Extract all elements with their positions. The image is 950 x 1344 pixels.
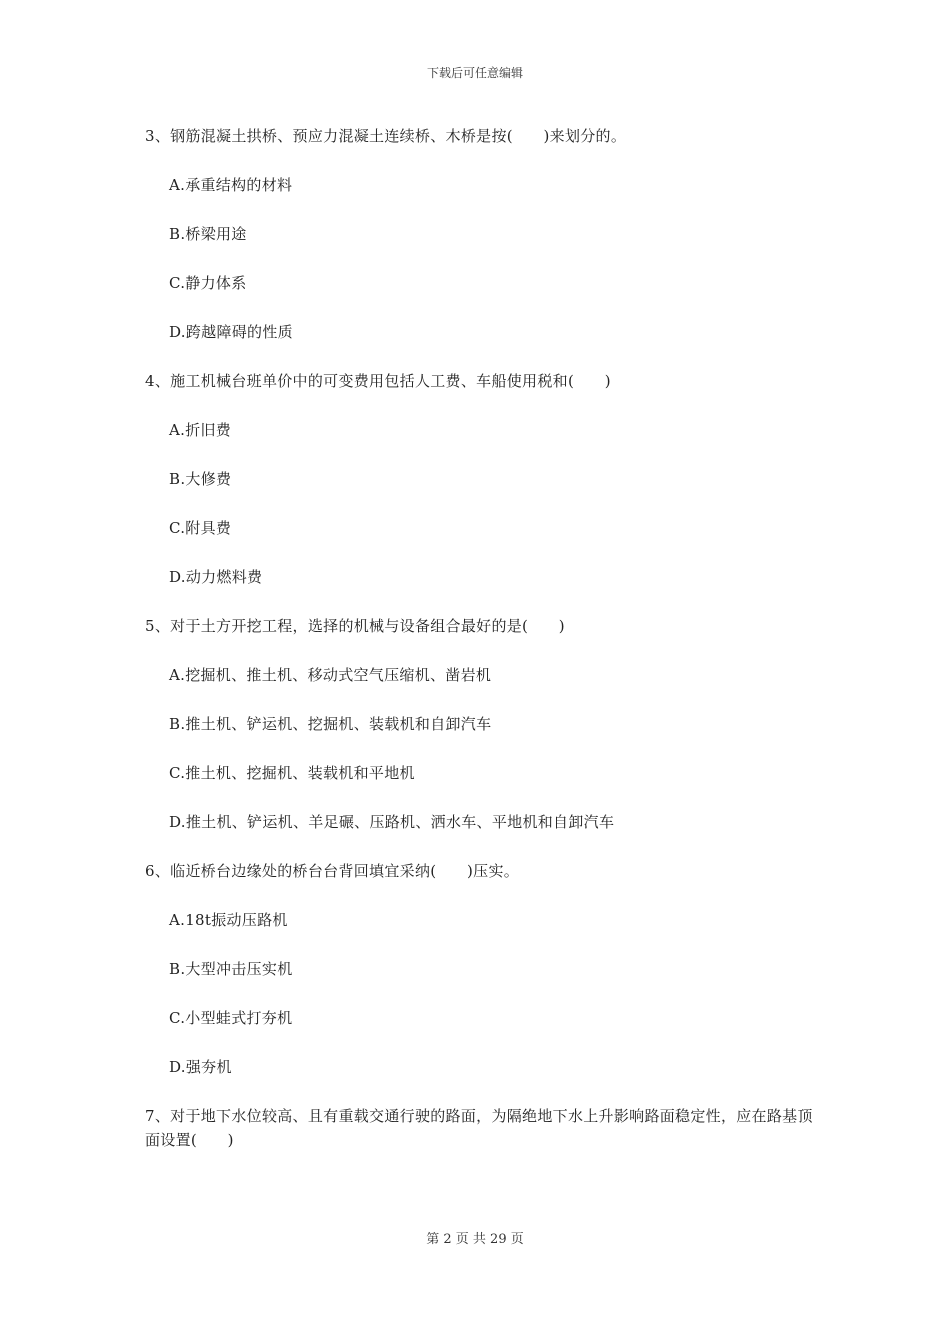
question-6-option-d: D.强夯机	[169, 1058, 232, 1076]
question-5-option-c: C.推土机、挖掘机、装载机和平地机	[169, 764, 415, 782]
question-7-stem: 7、对于地下水位较高、且有重载交通行驶的路面，为隔绝地下水上升影响路面稳定性，应在路基顶面设置( )	[145, 1107, 813, 1149]
question-4-option-b: B.大修费	[169, 470, 232, 488]
question-5-option-b: B.推土机、铲运机、挖掘机、装载机和自卸汽车	[169, 715, 492, 733]
question-5-stem: 5、对于土方开挖工程，选择的机械与设备组合最好的是( )	[145, 617, 565, 635]
question-3-stem: 3、钢筋混凝土拱桥、预应力混凝土连续桥、木桥是按( )来划分的。	[145, 127, 627, 145]
page-header: 下载后可任意编辑	[426, 66, 523, 80]
question-5-option-d: D.推土机、铲运机、羊足碾、压路机、洒水车、平地机和自卸汽车	[169, 813, 615, 831]
question-4-option-a: A.折旧费	[169, 421, 232, 439]
question-6-stem: 6、临近桥台边缘处的桥台台背回填宜采纳( )压实。	[145, 862, 520, 880]
question-3-option-d: D.跨越障碍的性质	[169, 323, 293, 341]
question-5-option-a: A.挖掘机、推土机、移动式空气压缩机、凿岩机	[169, 666, 492, 684]
question-3-option-b: B.桥梁用途	[169, 225, 247, 243]
document-body	[145, 124, 815, 1152]
page-footer: 第 2 页 共 29 页	[426, 1232, 524, 1247]
question-4-option-c: C.附具费	[169, 519, 232, 537]
question-6-option-c: C.小型蛙式打夯机	[169, 1009, 293, 1027]
question-3-option-c: C.静力体系	[169, 274, 247, 292]
question-4-stem: 4、施工机械台班单价中的可变费用包括人工费、车船使用税和( )	[145, 372, 611, 390]
question-6-option-b: B.大型冲击压实机	[169, 960, 293, 978]
question-4-option-d: D.动力燃料费	[169, 568, 263, 586]
question-6-option-a: A.18t振动压路机	[169, 911, 288, 929]
question-3-option-a: A.承重结构的材料	[169, 176, 293, 194]
